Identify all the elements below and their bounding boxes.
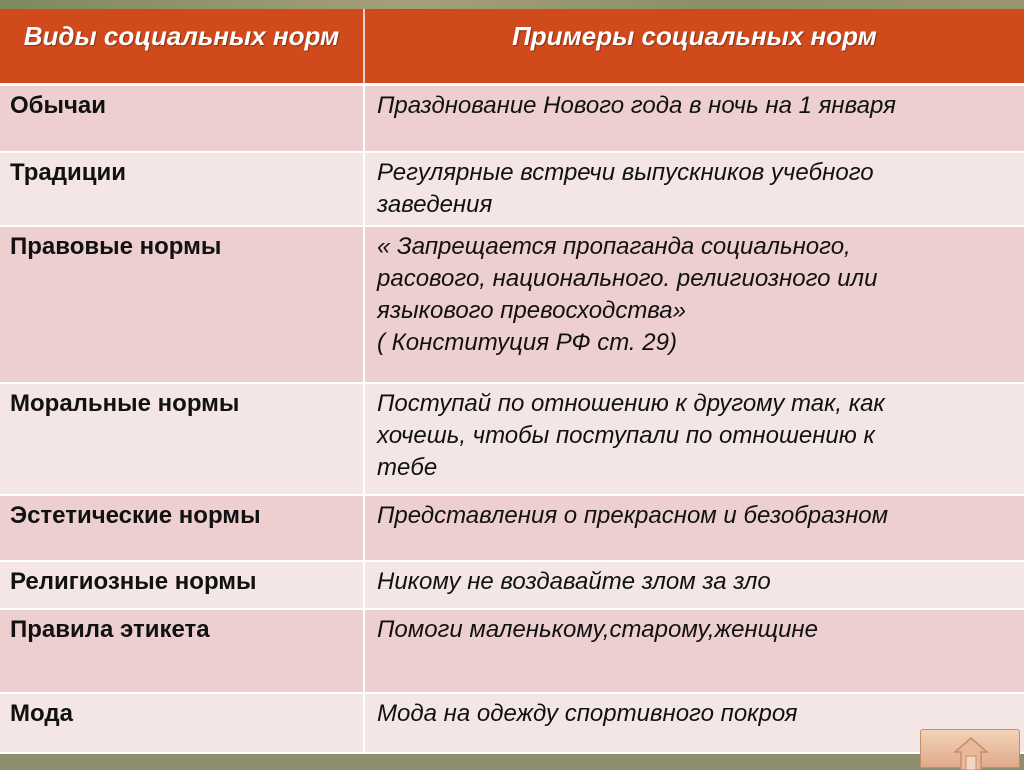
example-line: Празднование Нового года в ночь на 1 января [377, 91, 896, 119]
norm-type-cell: Традиции [0, 152, 364, 226]
table-row [0, 226, 1024, 383]
example-line: Помоги маленькому,старому,женщине [377, 616, 818, 643]
top-decorative-strip [0, 0, 1024, 9]
example-line: Никому не воздавайте злом за зло [377, 568, 771, 595]
header-norm-types: Виды социальных норм [0, 9, 364, 84]
table-row [0, 609, 1024, 693]
example-line: заведения [377, 191, 493, 218]
norm-type-cell: Моральные нормы [0, 383, 364, 495]
example-line: языкового превосходства» [377, 297, 686, 324]
example-line: ( Конституция РФ ст. 29) [377, 329, 677, 356]
example-line: Регулярные встречи выпускников учебного [377, 159, 874, 186]
table-row [0, 152, 1024, 226]
norm-example-cell [364, 226, 1024, 383]
norm-example-cell [364, 609, 1024, 693]
norm-type-cell: Правовые нормы [0, 226, 364, 383]
norm-example-cell [364, 152, 1024, 226]
example-line: тебе [377, 454, 438, 481]
norm-example-cell [364, 495, 1024, 561]
example-line: « Запрещается пропаганда социального, [377, 233, 851, 260]
header-norm-examples: Примеры социальных норм [364, 9, 1024, 84]
norm-type-cell: Обычаи [0, 84, 364, 152]
norm-type-cell: Мода [0, 693, 364, 753]
home-nav-button[interactable] [920, 729, 1020, 768]
norm-type-cell: Эстетические нормы [0, 495, 364, 561]
table-row [0, 383, 1024, 495]
example-line: Представления о прекрасном и безобразном [377, 502, 889, 529]
home-icon [951, 736, 991, 770]
example-line: Поступай по отношению к другому так, как [377, 390, 885, 417]
table-row [0, 495, 1024, 561]
norm-example-cell [364, 561, 1024, 609]
table-row [0, 693, 1024, 753]
norm-example-cell [364, 84, 1024, 152]
table-header-row [0, 9, 1024, 84]
example-line: хочешь, чтобы поступали по отношению к [377, 422, 875, 449]
norm-example-cell [364, 383, 1024, 495]
social-norms-table [0, 9, 1024, 754]
norm-type-cell: Религиозные нормы [0, 561, 364, 609]
example-line: расового, национального. религиозного или [377, 265, 878, 292]
table-row [0, 84, 1024, 152]
table-row [0, 561, 1024, 609]
norm-type-cell: Правила этикета [0, 609, 364, 693]
example-line: Мода на одежду спортивного покроя [377, 700, 798, 727]
